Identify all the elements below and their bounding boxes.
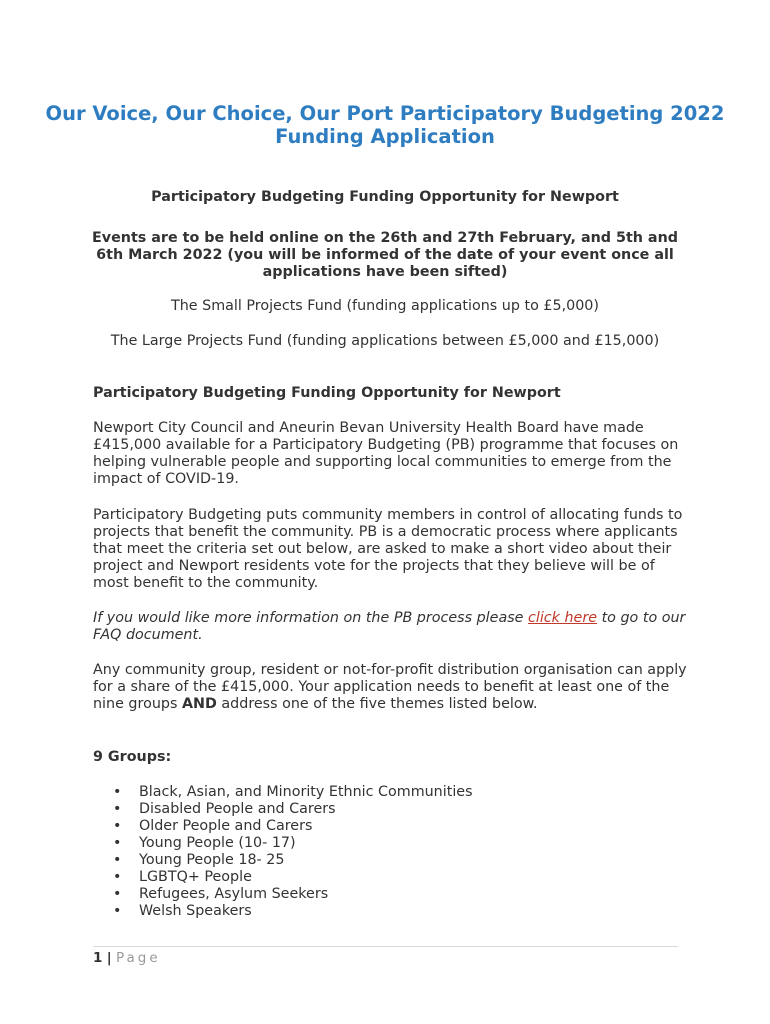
list-item: • Refugees, Asylum Seekers: [139, 886, 699, 903]
faq-link[interactable]: click here: [528, 610, 598, 626]
list-item: • Young People (10- 17): [139, 835, 699, 852]
list-item: • Young People 18- 25: [139, 852, 699, 869]
page-number: 1: [93, 950, 103, 966]
list-item: • Black, Asian, and Minority Ethnic Communities: [139, 784, 699, 801]
list-item: • Welsh Speakers: [139, 903, 699, 920]
eligibility-text-after: address one of the five themes listed below.: [216, 696, 538, 712]
pb-description-paragraph: Participatory Budgeting puts community members in control of allocating funds to projects that benefit the community. PB is a democratic process where applicants that meet the criteria set out below, are asked to make a short video about their project and Newport residents vote for the projects that they believe will be of most benefit to the community.: [93, 507, 683, 591]
list-item: • Older People and Carers: [139, 818, 699, 835]
eligibility-text-before: Any community group, resident or not-for-profit distribution organisation can apply for a share of the £415,000. Your application needs to benefit at least one of the nine groups: [93, 662, 687, 712]
page-footer: [93, 950, 161, 966]
list-item: • Disabled People and Carers: [139, 801, 699, 818]
subtitle: Participatory Budgeting Funding Opportunity for Newport: [151, 189, 619, 205]
eligibility-paragraph: [93, 662, 693, 713]
section-heading: Participatory Budgeting Funding Opportunity for Newport: [93, 385, 561, 401]
faq-text-before: If you would like more information on the PB process please: [93, 610, 528, 626]
footer-separator: |: [106, 950, 112, 966]
faq-paragraph: [93, 610, 693, 644]
and-emphasis: AND: [181, 696, 217, 712]
intro-paragraph: Newport City Council and Aneurin Bevan University Health Board have made £415,000 available for a Participatory Budgeting (PB) programme that focuses on helping vulnerable people and supporting local communities to emerge from the impact of COVID-19.: [93, 420, 679, 487]
events-notice: Events are to be held online on the 26th and 27th February, and 5th and 6th March 2022 (you will be informed of the date of your event once all applications have been sifted): [91, 230, 678, 280]
page-title: Our Voice, Our Choice, Our Port Participatory Budgeting 2022 Funding Application: [45, 102, 725, 148]
footer-divider: [93, 946, 678, 947]
groups-heading: 9 Groups:: [93, 749, 172, 765]
list-item: • LGBTQ+ People: [139, 869, 699, 886]
large-fund-text: The Large Projects Fund (funding applications between £5,000 and £15,000): [110, 333, 660, 349]
page-label: Page: [115, 950, 161, 966]
groups-list: [93, 784, 699, 920]
faq-text-after: to go to our FAQ document.: [93, 610, 686, 643]
small-fund-text: The Small Projects Fund (funding applications up to £5,000): [171, 298, 599, 314]
